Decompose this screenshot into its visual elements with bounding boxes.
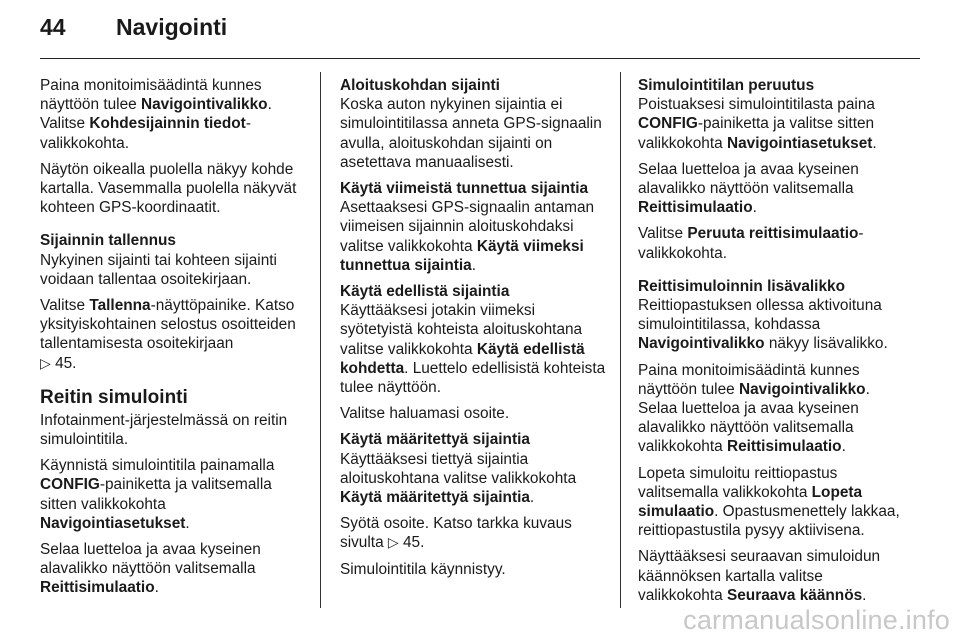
page-header: [40, 14, 920, 48]
subheading: Reittisimuloinnin lisävalikko: [638, 277, 845, 295]
paragraph: Asettaaksesi GPS-signaalin antaman viimeisen sijainnin aloituskohdaksi valitse valikkokohta Käytä viimeksi tunnettua sijaintia.: [340, 199, 595, 274]
page-ref-icon: ▷: [40, 354, 51, 371]
page-ref[interactable]: 45.: [55, 354, 77, 372]
paragraph: Näytön oikealla puolella näkyy kohde kartalla. Vasemmalla puolella näkyvät kohteen GPS-koordinaatit.: [40, 160, 297, 217]
paragraph: Syötä osoite. Katso tarkka kuvaus sivulta ▷ 45.: [340, 515, 572, 552]
watermark: carmanualsonline.info: [683, 605, 950, 635]
section-title: Navigointi: [116, 14, 228, 40]
paragraph: Lopeta simuloitu reittiopastus valitsemalla valikkokohta Lopeta simulaatio. Opastusmenettely lakkaa, reittiopastustila pysyy aktiivisena.: [638, 464, 900, 540]
subheading: Simulointitilan peruutus: [638, 77, 815, 94]
header-rule: [40, 58, 920, 59]
paragraph: Paina monitoimisäädintä kunnes näyttöön tulee Navigointivalikko. Valitse Kohdesijainnin tiedot-valikkokohta.: [40, 77, 272, 152]
column-1: [40, 76, 302, 605]
paragraph: Valitse Tallenna-näyttöpainike. Katso yksityiskohtainen selostus osoitteiden tallentamisesta osoitekirjaan ▷ 45.: [40, 297, 296, 372]
subheading: Aloituskohdan sijainti: [340, 77, 500, 94]
column-divider: [320, 72, 321, 608]
page-ref-icon: ▷: [387, 534, 399, 551]
paragraph: Käyttääksesi tiettyä sijaintia aloituskohtana valitse valikkokohta Käytä määritettyä sijaintia.: [340, 450, 577, 507]
column-divider: [620, 72, 621, 608]
paragraph: Valitse haluamasi osoite.: [340, 405, 510, 423]
section-heading: Reitin simulointi: [40, 386, 188, 408]
paragraph: Nykyinen sijainti tai kohteen sijainti voidaan tallentaa osoitekirjaan.: [40, 251, 277, 288]
column-2: [340, 76, 606, 586]
paragraph: Selaa luetteloa ja avaa kyseinen alavalikko näyttöön valitsemalla Reittisimulaatio.: [638, 160, 859, 217]
paragraph: Paina monitoimisäädintä kunnes näyttöön tulee Navigointivalikko. Selaa luetteloa ja avaa kyseinen alavalikko näyttöön valitsemalla valikkokohta Reittisimulaatio.: [638, 361, 870, 456]
paragraph: Näyttääksesi seuraavan simuloidun käännöksen kartalla valitse valikkokohta Seuraava käännös.: [638, 548, 881, 604]
paragraph: Reittiopastuksen ollessa aktivoituna simulointitilassa, kohdassa Navigointivalikko näkyy lisävalikko.: [638, 297, 888, 353]
page-number: 44: [40, 14, 66, 40]
subheading: Käytä viimeistä tunnettua sijaintia: [340, 180, 589, 198]
paragraph: Simulointitila käynnistyy.: [340, 560, 506, 578]
subheading: Käytä määritettyä sijaintia: [340, 431, 530, 449]
page-ref[interactable]: 45.: [402, 534, 425, 552]
paragraph: Käynnistä simulointitila painamalla CONFIG-painiketta ja valitsemalla sitten valikkokohta Navigointiasetukset.: [40, 457, 275, 532]
paragraph: Infotainment-järjestelmässä on reitin simulointitila.: [40, 411, 288, 449]
paragraph: Käyttääksesi jotakin viimeksi syötetyistä kohteista aloituskohtana valitse valikkokohta Käytä edellistä kohdetta. Luettelo edellisistä kohteista tulee näyttöön.: [340, 302, 606, 397]
paragraph: Valitse Peruuta reittisimulaatio-valikkokohta.: [638, 225, 864, 262]
paragraph: Selaa luetteloa ja avaa kyseinen alavalikko näyttöön valitsemalla Reittisimulaatio.: [40, 541, 261, 597]
paragraph: Koska auton nykyinen sijaintia ei simulointitilassa anneta GPS-signaalin avulla, aloituskohdan sijainti on asetettava manuaalisesti.: [340, 96, 602, 171]
subheading: Käytä edellistä sijaintia: [340, 283, 510, 301]
subheading: Sijainnin tallennus: [40, 232, 176, 250]
paragraph: Poistuaksesi simulointitilasta paina CONFIG-painiketta ja valitse sitten valikkokohta Navigointiasetukset.: [638, 96, 877, 152]
column-3: [638, 76, 906, 612]
